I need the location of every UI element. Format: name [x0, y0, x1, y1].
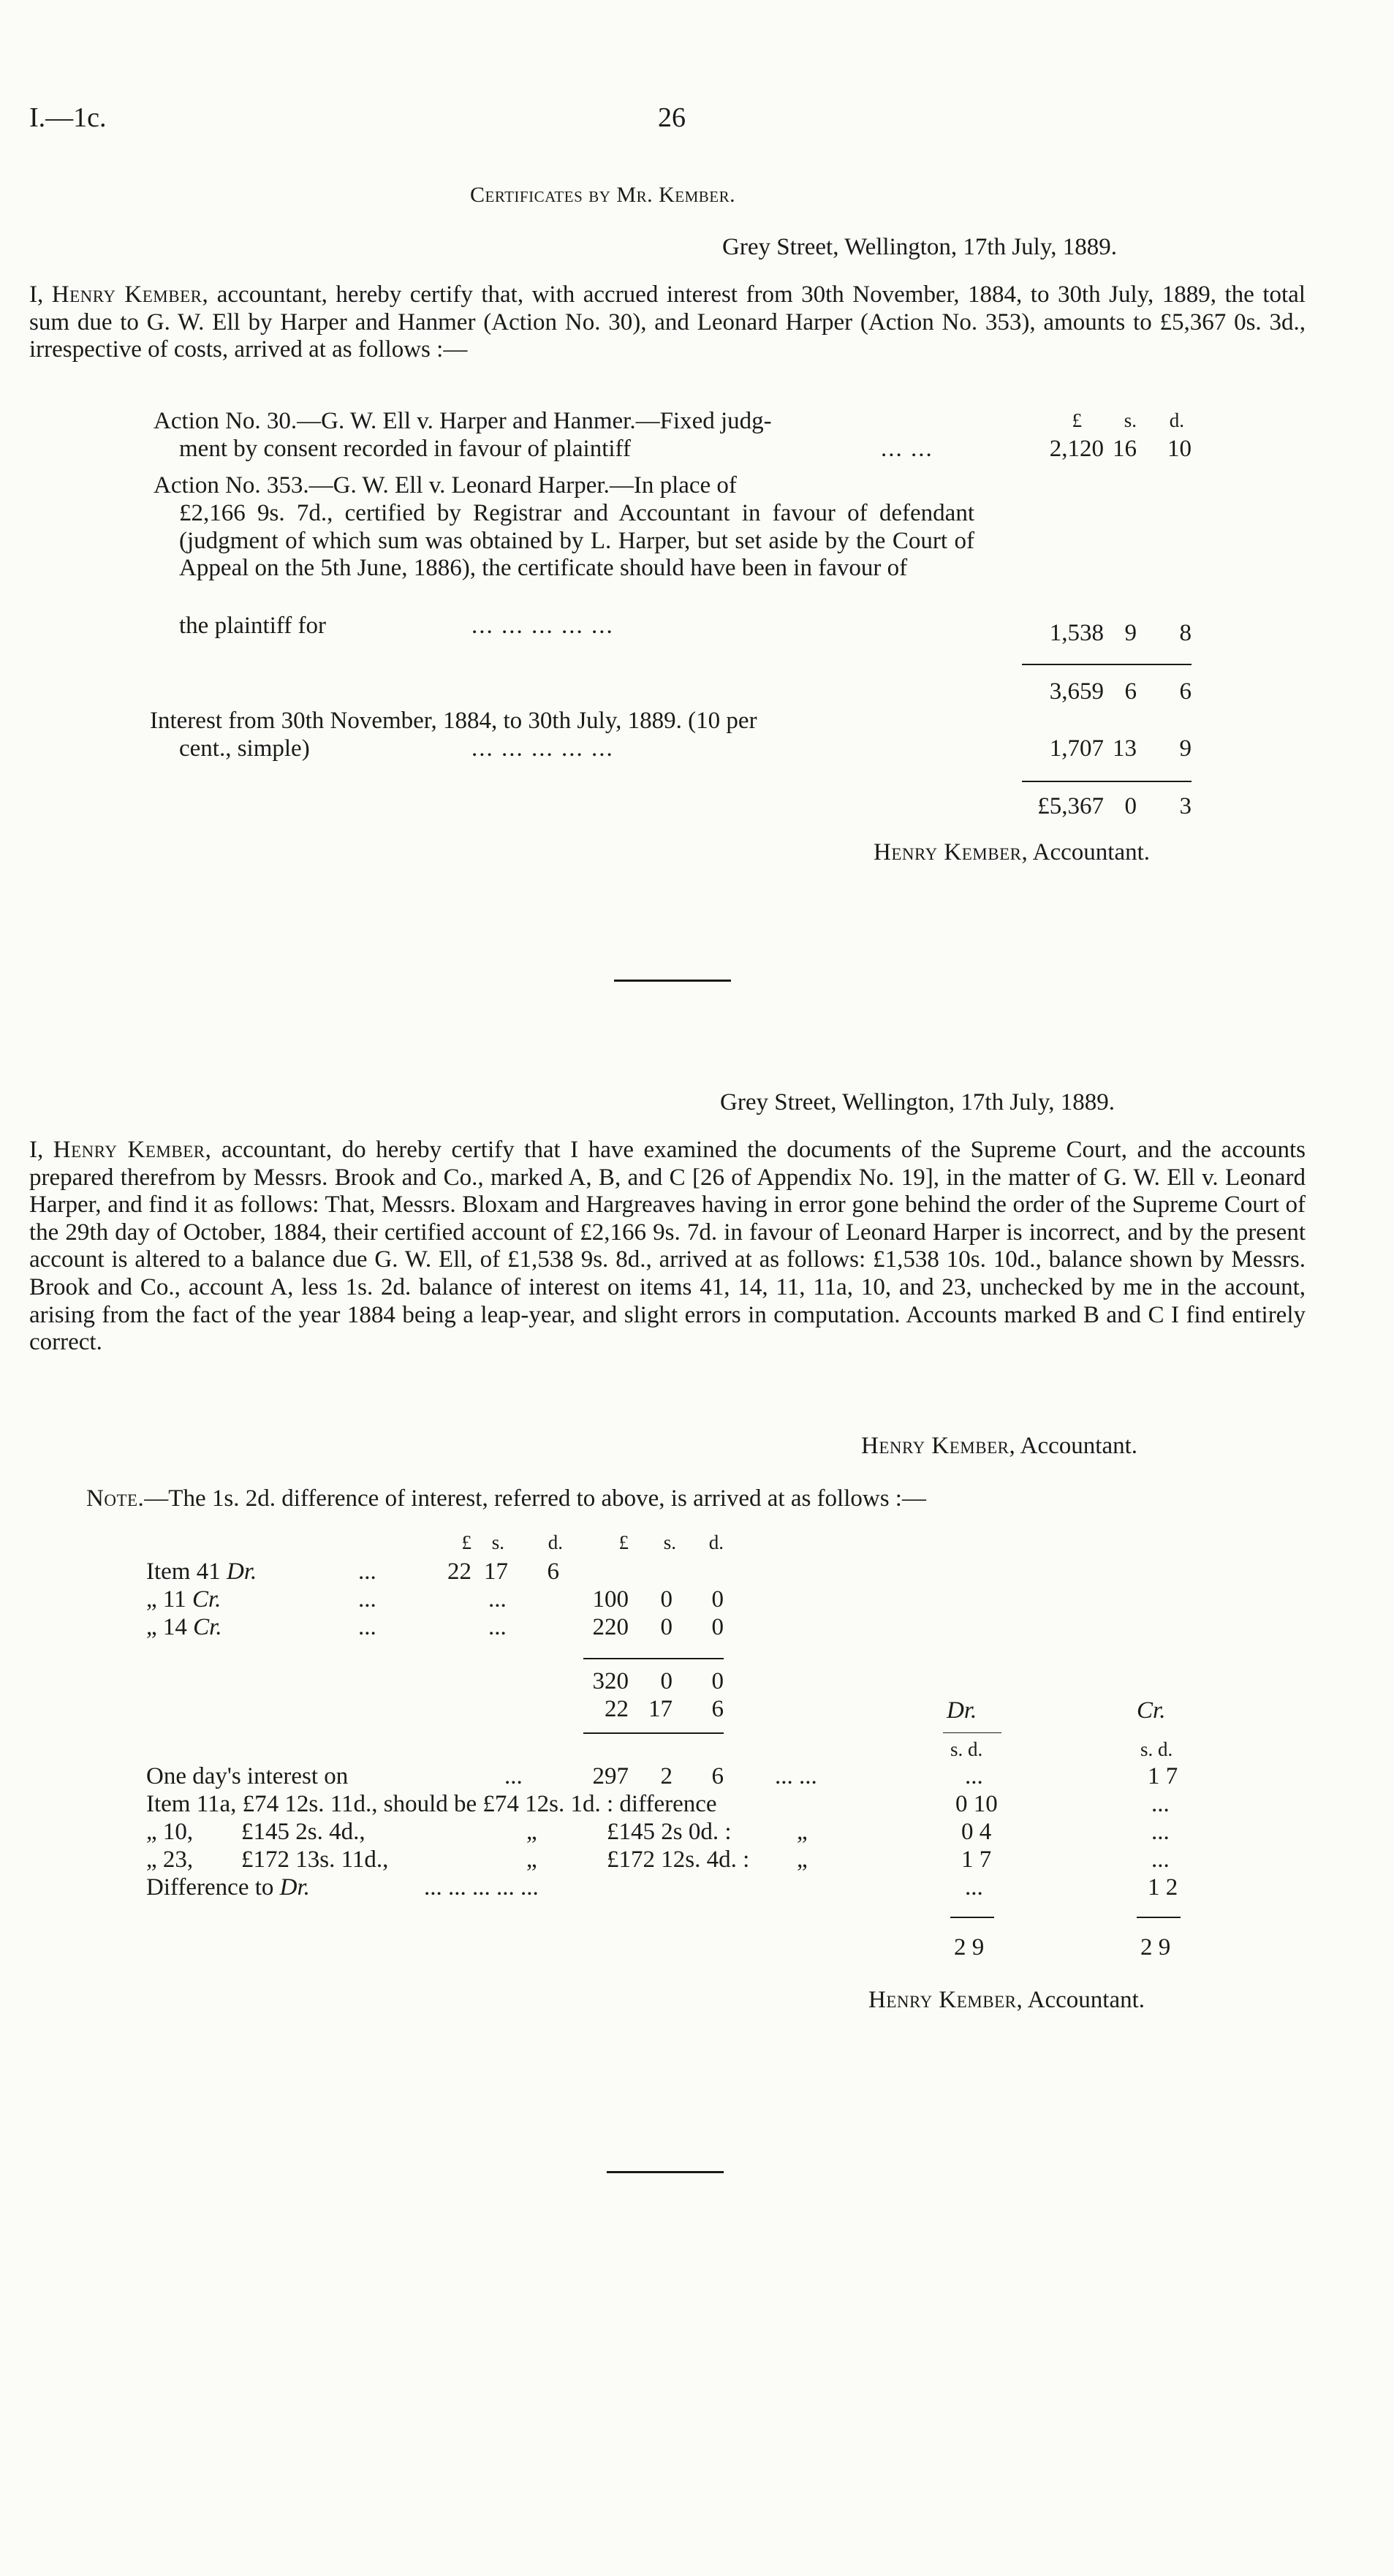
row41-side: Dr.	[226, 1558, 257, 1585]
item2-shillings: 9	[1124, 620, 1137, 646]
page-number: 26	[658, 102, 686, 133]
cr-header: Cr.	[1137, 1697, 1166, 1724]
item11a-text: Item 11a, £74 12s. 11d., should be £74 12s. 1d. : difference	[146, 1791, 717, 1817]
diff-text: Difference to	[146, 1874, 280, 1901]
row14-side: Cr.	[193, 1614, 222, 1640]
row14-label	[146, 1614, 222, 1642]
row41-pence: 6	[547, 1558, 559, 1585]
subtotal-rule	[1022, 664, 1192, 665]
intro-name: Henry Kember,	[51, 281, 209, 308]
signature-2-title: Accountant.	[1015, 1433, 1138, 1459]
dateline: Grey Street, Wellington, 17th July, 1889.	[722, 234, 1117, 260]
oneday-label: One day's interest on	[146, 1763, 349, 1789]
note-head-b-pence: d.	[708, 1531, 724, 1553]
section-divider-2	[607, 2171, 724, 2173]
oneday-dots2: ... ...	[775, 1763, 817, 1789]
section2-body: accountant, do hereby certify that I have examined the documents of the Supreme Court, and the accounts prepared therefrom by Messrs. Brook and Co., marked A, B, and C [26 of Appendix No. 19], in the matter of G. W. Ell v. Leonard Harper, and find it as follows: That, Messrs. Bloxam and Hargreaves having in error gone behind the order of the Supreme Court of the 29th day of October, 1884, their certified account of £2,166 9s. 7d. in favour of Leonard Harper is incorrect, and by the present account is altered to a balance due G. W. Ell, of £1,538 9s. 8d., arrived at as follows: £1,538 10s. 10d., balance shown by Messrs. Brook and Co., account A, less 1s. 2d. balance of interest on items 41, 14, 11, 11a, 10, and 23, unchecked by me in the account, arising from the fact of the year 1884 being a leap-year, and slight errors in computation. Accounts marked B and C I find entirely correct.	[29, 1137, 1306, 1356]
row41-pounds: 22	[447, 1558, 471, 1585]
item10-ditto: „	[526, 1819, 537, 1845]
note-label: Note.	[86, 1485, 145, 1512]
page-reference: I.—1c.	[29, 102, 107, 133]
item10-amt: £145 2s. 4d.,	[241, 1819, 365, 1845]
sum-pence: 0	[711, 1668, 724, 1694]
diff-cr: 1 2	[1148, 1874, 1178, 1901]
signature-3-title: Accountant.	[1023, 1987, 1145, 2013]
total-rule	[1022, 781, 1192, 782]
interest-pounds: 1,707	[1049, 735, 1104, 762]
signature-2-name: Henry Kember,	[861, 1433, 1016, 1459]
item1-line2: ment by consent recorded in favour of plaintiff	[179, 436, 631, 462]
signature-1	[874, 839, 1150, 867]
intro-paragraph	[29, 281, 1306, 364]
row14-pounds: 220	[592, 1614, 629, 1640]
dr-header-rule	[943, 1732, 1001, 1733]
section2-name: Henry Kember,	[53, 1137, 212, 1163]
item11a-dr: 0 10	[955, 1791, 998, 1817]
interest-line2: cent., simple)	[179, 735, 310, 762]
row41-shillings: 17	[484, 1558, 508, 1585]
row11-dots2: ...	[488, 1586, 507, 1613]
item23-cr: ...	[1151, 1846, 1170, 1873]
item1-pence: 10	[1167, 436, 1192, 462]
oneday-cr: 1 7	[1148, 1763, 1178, 1789]
dateline-2: Grey Street, Wellington, 17th July, 1889.	[720, 1089, 1115, 1115]
row14-dots2: ...	[488, 1614, 507, 1640]
dr-header: Dr.	[947, 1697, 977, 1724]
col-header-shillings: s.	[1124, 409, 1137, 431]
item10-ditto2: „	[797, 1819, 808, 1845]
item23-corr: £172 12s. 4d. :	[607, 1846, 750, 1873]
item10-dr: 0 4	[961, 1819, 992, 1845]
item1-dots: ... ...	[881, 436, 933, 462]
diff-dr: ...	[965, 1874, 983, 1901]
item23-prefix: „ 23,	[146, 1846, 194, 1873]
item2-dots: ... ... ... ... ...	[471, 613, 614, 639]
item1-pounds: 2,120	[1049, 436, 1104, 462]
row11-pounds: 100	[592, 1586, 629, 1613]
less-pounds: 22	[605, 1696, 629, 1722]
row11-side: Cr.	[192, 1586, 221, 1613]
note-head-a-pence: d.	[548, 1531, 563, 1553]
item23-ditto: „	[526, 1846, 537, 1873]
total-pounds: £5,367	[1037, 793, 1104, 819]
diff-dots: ... ... ... ... ...	[424, 1874, 539, 1901]
item10-corr: £145 2s 0d. :	[607, 1819, 732, 1845]
total-shillings: 0	[1124, 793, 1137, 819]
item1-shillings: 16	[1113, 436, 1137, 462]
section-divider-1	[614, 980, 731, 982]
oneday-pence: 6	[711, 1763, 724, 1789]
interest-dots: ... ... ... ... ...	[471, 735, 614, 762]
interest-shillings: 13	[1113, 735, 1137, 762]
section2-paragraph	[29, 1137, 1306, 1357]
note-head-a-pounds: £	[461, 1531, 471, 1553]
less-pence: 6	[711, 1696, 724, 1722]
item23-ditto2: „	[797, 1846, 808, 1873]
sum-pounds: 320	[592, 1668, 629, 1694]
section2-prefix: I,	[29, 1137, 53, 1163]
row14-dots: ...	[358, 1614, 376, 1640]
row11-dots: ...	[358, 1586, 376, 1613]
item2-pounds: 1,538	[1049, 620, 1104, 646]
signature-3	[868, 1987, 1145, 2015]
item10-prefix: „ 10,	[146, 1819, 194, 1845]
diff-label	[146, 1874, 310, 1902]
intro-text: accountant, hereby certify that, with accrued interest from 30th November, 1884, to 30th July, 1889, the total sum due to G. W. Ell by Harper and Hanmer (Action No. 30), and Leonard Harper (Action No. 353), amounts to £5,367 0s. 3d., irrespective of costs, arrived at as follows :—	[29, 281, 1306, 363]
section-title: Certificates by Mr. Kember.	[470, 183, 736, 207]
note-head-a-shillings: s.	[491, 1531, 504, 1553]
total-cr: 2 9	[1140, 1934, 1171, 1961]
note-line	[86, 1485, 926, 1513]
note-head-b-pounds: £	[618, 1531, 629, 1553]
oneday-shillings: 2	[660, 1763, 673, 1789]
row14-shillings: 0	[660, 1614, 673, 1640]
total-pence: 3	[1179, 793, 1192, 819]
item2-last: the plaintiff for	[179, 613, 326, 639]
item2-lead: Action No. 353.—G. W. Ell v. Leonard Harper.—In place of	[154, 472, 737, 499]
note-less-rule	[583, 1732, 724, 1734]
interest-line1: Interest from 30th November, 1884, to 30th July, 1889. (10 per	[150, 708, 757, 734]
sum-shillings: 0	[660, 1668, 673, 1694]
dr-sd: s. d.	[950, 1738, 983, 1760]
row41-dots: ...	[358, 1558, 376, 1585]
oneday-pounds: 297	[592, 1763, 629, 1789]
signature-3-name: Henry Kember,	[868, 1987, 1023, 2013]
signature-2	[861, 1433, 1137, 1461]
signature-1-name: Henry Kember,	[874, 839, 1029, 865]
row41-label	[146, 1558, 257, 1586]
col-header-pounds: £	[1072, 409, 1082, 431]
item10-cr: ...	[1151, 1819, 1170, 1845]
interest-pence: 9	[1179, 735, 1192, 762]
oneday-dots: ...	[504, 1763, 523, 1789]
cr-total-rule	[1137, 1917, 1181, 1918]
subtotal-pence: 6	[1179, 678, 1192, 705]
col-header-pence: d.	[1169, 409, 1184, 431]
total-dr: 2 9	[954, 1934, 985, 1961]
less-shillings: 17	[648, 1696, 673, 1722]
subtotal-pounds: 3,659	[1049, 678, 1104, 705]
item11a-cr: ...	[1151, 1791, 1170, 1817]
note-text: —The 1s. 2d. difference of interest, referred to above, is arrived at as follows :—	[144, 1485, 926, 1512]
note-sum-rule	[583, 1658, 724, 1659]
diff-side: Dr.	[279, 1874, 310, 1901]
signature-1-title: Accountant.	[1028, 839, 1151, 865]
item23-amt: £172 13s. 11d.,	[241, 1846, 389, 1873]
cr-sd: s. d.	[1140, 1738, 1173, 1760]
item1-line1: Action No. 30.—G. W. Ell v. Harper and Hanmer.—Fixed judg-	[154, 408, 772, 434]
row11-label	[146, 1586, 221, 1614]
row11-text: „ 11	[146, 1586, 192, 1613]
subtotal-shillings: 6	[1124, 678, 1137, 705]
note-head-b-shillings: s.	[663, 1531, 676, 1553]
item2-body: £2,166 9s. 7d., certified by Registrar and Accountant in favour of defendant (judgment of which sum was obtained by L. Harper, but set aside by the Court of Appeal on the 5th June, 1886), the certificate should have been in favour of	[179, 500, 974, 582]
row11-pence: 0	[711, 1586, 724, 1613]
intro-prefix: I,	[29, 281, 52, 308]
oneday-dr: ...	[965, 1763, 983, 1789]
dr-total-rule	[950, 1917, 994, 1918]
item2-pence: 8	[1179, 620, 1192, 646]
row41-text: Item 41	[146, 1558, 227, 1585]
row11-shillings: 0	[660, 1586, 673, 1613]
item23-dr: 1 7	[961, 1846, 992, 1873]
row14-pence: 0	[711, 1614, 724, 1640]
row14-text: „ 14	[146, 1614, 194, 1640]
